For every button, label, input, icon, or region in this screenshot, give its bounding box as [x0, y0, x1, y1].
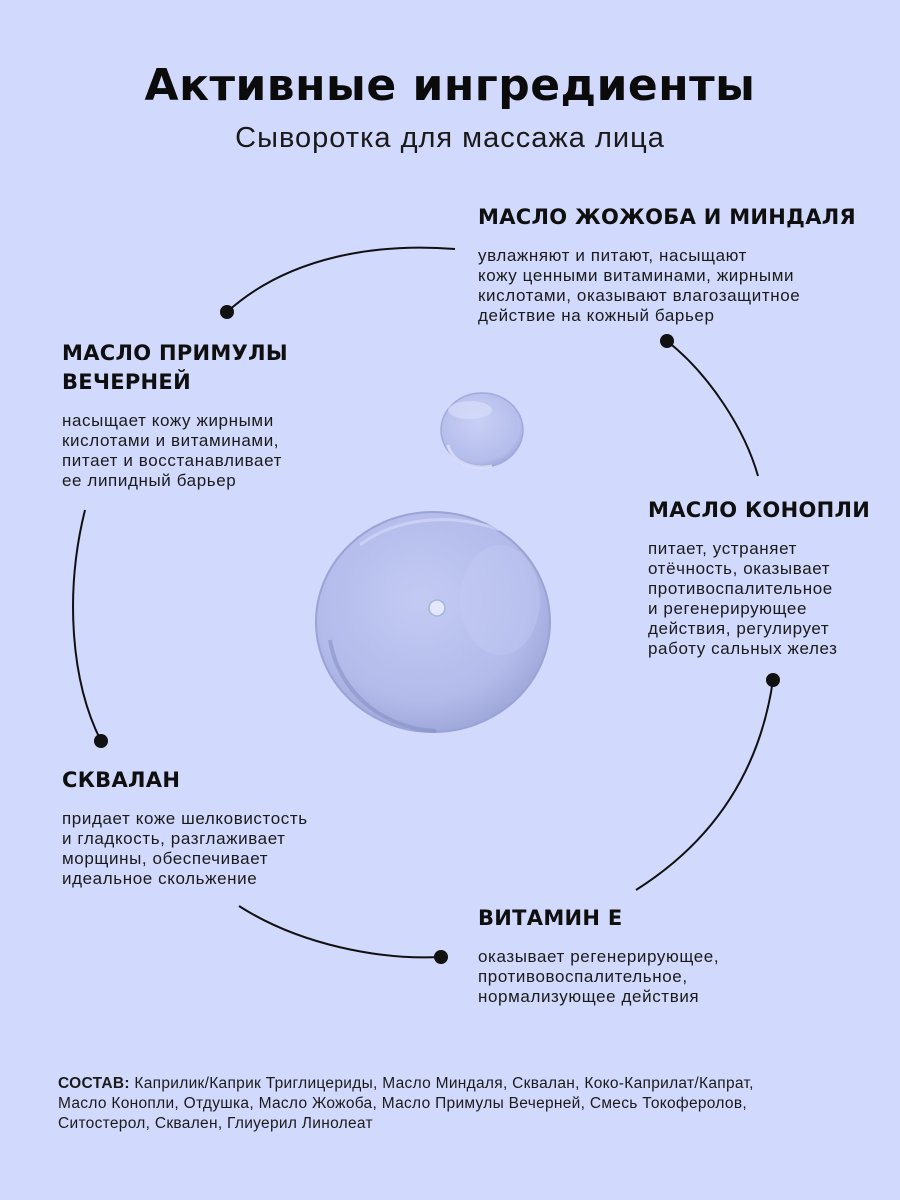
ingredient-jojoba-almond [478, 203, 878, 326]
ingredient-title-line: МАСЛО ПРИМУЛЫ [62, 341, 288, 365]
connector-hemp [667, 341, 758, 476]
composition-line [58, 1074, 858, 1094]
ingredient-hemp [648, 496, 888, 659]
page-subtitle: Сыворотка для массажа лица [235, 122, 665, 154]
ingredient-title [478, 904, 808, 933]
description-line: питает, устраняет [648, 539, 797, 558]
description-line: кислотами и витаминами, [62, 431, 280, 450]
description-line: морщины, обеспечивает [62, 849, 269, 868]
connector-vitamin-e [636, 680, 773, 890]
page-title: Активные ингредиенты [144, 60, 756, 111]
ingredient-title [62, 766, 392, 795]
ingredient-title-line: ВЕЧЕРНЕЙ [62, 370, 191, 394]
description-line: ее липидный барьер [62, 471, 237, 490]
ingredient-title-line: ВИТАМИН Е [478, 906, 623, 930]
description-line: нормализующее действия [478, 987, 700, 1006]
connector-dot-hemp [660, 334, 674, 348]
description-line: действие на кожный барьер [478, 306, 715, 325]
ingredient-description [478, 246, 878, 326]
composition-line: Ситостерол, Сквален, Глиуерил Линолеат [58, 1115, 373, 1132]
connector-dot-primrose [94, 734, 108, 748]
ingredient-squalane [62, 766, 392, 889]
ingredient-vitamin-e [478, 904, 808, 1007]
description-line: противовоспалительное, [478, 967, 688, 986]
ingredient-description [648, 539, 888, 659]
composition-text: Каприлик/Каприк Триглицериды, Масло Миндаля, Сквалан, Коко-Каприлат/Капрат, [129, 1075, 754, 1092]
serum-droplet-icon [441, 393, 523, 467]
description-line: оказывает регенерирующее, [478, 947, 720, 966]
description-line: противоспалительное [648, 579, 833, 598]
ingredient-title-line: МАСЛО КОНОПЛИ [648, 498, 871, 522]
connector-dot-squalane [434, 950, 448, 964]
connector-primrose [73, 510, 101, 741]
description-line: придает коже шелковистость [62, 809, 308, 828]
description-line: насыщает кожу жирными [62, 411, 274, 430]
ingredient-title [62, 339, 382, 397]
description-line: кислотами, оказывают влагозащитное [478, 286, 801, 305]
connector-jojoba [227, 248, 455, 312]
connector-dot-jojoba [220, 305, 234, 319]
ingredient-title [478, 203, 878, 232]
composition-line: Масло Конопли, Отдушка, Масло Жожоба, Масло Примулы Вечерней, Смесь Токоферолов, [58, 1095, 747, 1112]
ingredient-description [62, 809, 392, 889]
ingredient-evening-primrose [62, 339, 382, 491]
description-line: и регенерирующее [648, 599, 808, 618]
description-line: действия, регулирует [648, 619, 830, 638]
description-line: и гладкость, разглаживает [62, 829, 286, 848]
ingredient-description [478, 947, 808, 1007]
ingredient-title [648, 496, 888, 525]
connector-dot-vitamin-e [766, 673, 780, 687]
serum-drop-icon [316, 512, 550, 732]
composition-label: СОСТАВ: [58, 1075, 130, 1092]
composition-block [58, 1074, 858, 1134]
ingredient-description [62, 411, 382, 491]
description-line: кожу ценными витаминами, жирными [478, 266, 795, 285]
ingredient-title-line: МАСЛО ЖОЖОБА И МИНДАЛЯ [478, 205, 856, 229]
description-line: идеальное скольжение [62, 869, 258, 888]
description-line: работу сальных желез [648, 639, 838, 658]
description-line: отёчность, оказывает [648, 559, 831, 578]
ingredient-title-line: СКВАЛАН [62, 768, 181, 792]
connector-squalane [239, 906, 441, 957]
description-line: увлажняют и питают, насыщают [478, 246, 748, 265]
description-line: питает и восстанавливает [62, 451, 282, 470]
